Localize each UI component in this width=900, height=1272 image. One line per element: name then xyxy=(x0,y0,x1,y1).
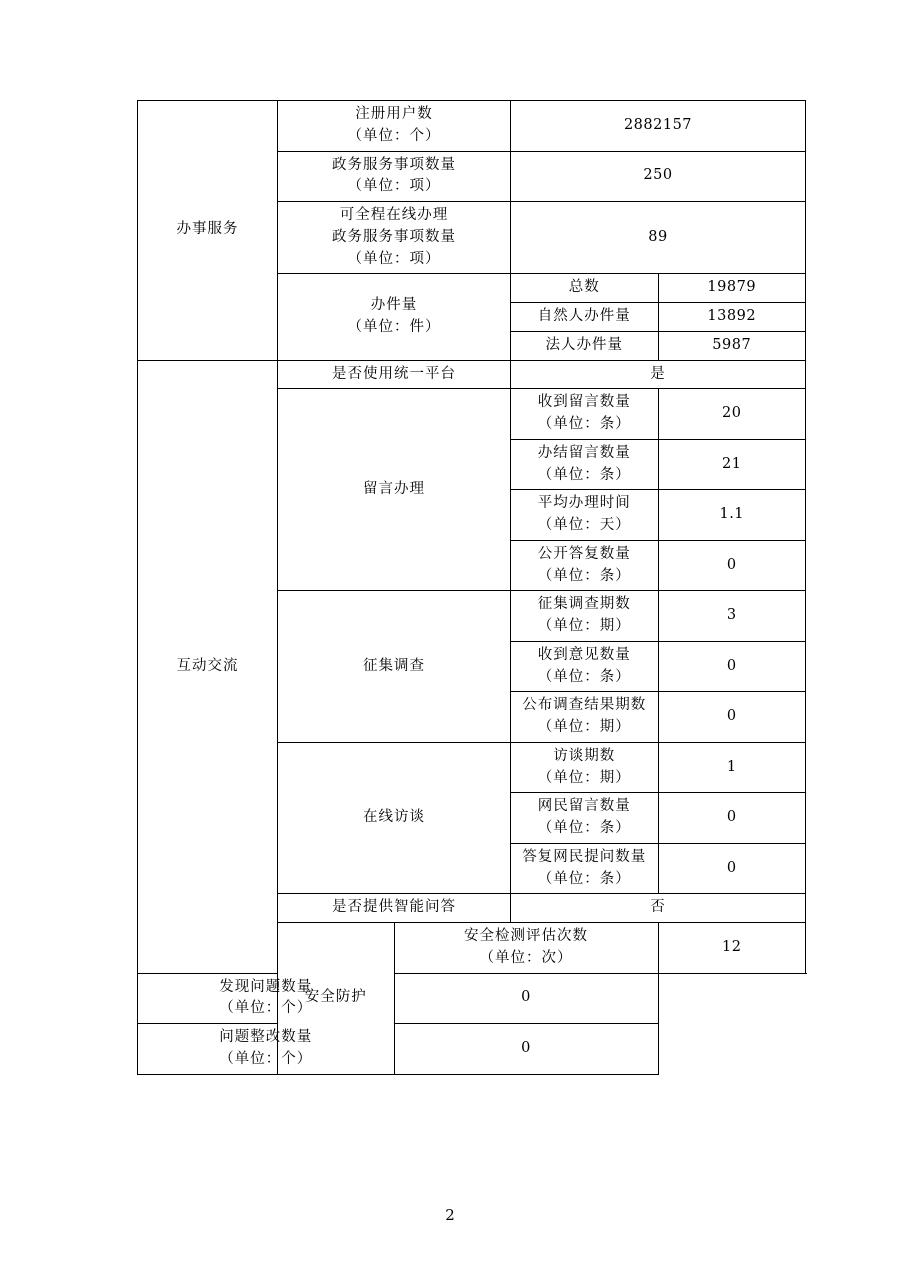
item-label-line2: （单位：个） xyxy=(219,1050,313,1067)
item-label-line1: 政务服务事项数量 xyxy=(332,156,456,173)
table-row xyxy=(138,101,806,152)
value-cell-issues-found: 0 xyxy=(394,973,658,1024)
subitem-label-line2: （单位：条） xyxy=(537,466,631,483)
item-label-line1: 可全程在线办理 xyxy=(339,207,449,223)
subitem-cell-netizen-replies xyxy=(511,843,659,894)
item-cell-handled-volume xyxy=(278,274,511,360)
value-cell-survey-results-published: 0 xyxy=(658,692,806,743)
subitem-label-line1: 公开答复数量 xyxy=(537,545,631,562)
item-cell-smart-qa: 是否提供智能问答 xyxy=(278,894,511,923)
item-cell-unified-platform: 是否使用统一平台 xyxy=(278,360,511,389)
item-cell-issues-fixed xyxy=(138,1024,395,1075)
subitem-cell-natural-person: 自然人办件量 xyxy=(511,303,659,332)
value-cell-opinions-received: 0 xyxy=(658,641,806,692)
subitem-label-line2: （单位：条） xyxy=(537,567,631,584)
subitem-cell-messages-received xyxy=(511,389,659,440)
item-label-line2: （单位：个） xyxy=(347,127,441,144)
subitem-cell-total: 总数 xyxy=(511,274,659,303)
subitem-label-line2: （单位：期） xyxy=(537,618,631,634)
subitem-label-line2: （单位：天） xyxy=(537,517,631,533)
category-cell-service: 办事服务 xyxy=(138,101,278,361)
item-label-line1: 注册用户数 xyxy=(355,106,433,122)
item-label-line1: 问题整改数量 xyxy=(219,1029,313,1045)
value-cell-service-items-count: 250 xyxy=(511,151,806,202)
category-cell-security: 安全防护 xyxy=(278,923,395,1075)
value-cell-survey-count: 3 xyxy=(658,591,806,642)
subitem-cell-average-time xyxy=(511,490,659,541)
table-row xyxy=(138,973,806,1024)
subitem-label-line1: 访谈期数 xyxy=(553,747,616,764)
item-label-line2: （单位：次） xyxy=(479,949,573,966)
item-cell-online-service-items xyxy=(278,202,511,274)
subitem-label-line1: 平均办理时间 xyxy=(537,495,631,512)
category-cell-interaction: 互动交流 xyxy=(138,360,278,973)
value-cell-netizen-replies: 0 xyxy=(658,843,806,894)
subitem-label-line1: 征集调查期数 xyxy=(537,596,631,613)
subitem-cell-interview-count xyxy=(511,742,659,793)
subitem-cell-messages-completed xyxy=(511,439,659,490)
value-cell-messages-received: 20 xyxy=(658,389,806,440)
item-cell-online-interview: 在线访谈 xyxy=(278,742,511,894)
table-row xyxy=(138,360,806,389)
item-label-line2: （单位：个） xyxy=(219,1000,313,1017)
value-cell-total: 19879 xyxy=(658,274,806,303)
item-cell-message-handling: 留言办理 xyxy=(278,389,511,591)
item-cell-security-assessments xyxy=(394,923,658,974)
value-cell-average-time: 1.1 xyxy=(658,490,806,541)
table-row xyxy=(138,1024,806,1075)
value-cell-legal-person: 5987 xyxy=(658,331,806,360)
item-label-line2: （单位：项） xyxy=(347,178,441,195)
subitem-label-line1: 答复网民提问数量 xyxy=(522,848,647,865)
subitem-label-line2: （单位：条） xyxy=(537,668,631,685)
subitem-label-line1: 收到留言数量 xyxy=(537,394,631,411)
value-cell-netizen-messages: 0 xyxy=(658,793,806,844)
subitem-cell-legal-person: 法人办件量 xyxy=(511,331,659,360)
value-cell-natural-person: 13892 xyxy=(658,303,806,332)
subitem-label-line1: 办结留言数量 xyxy=(537,444,631,461)
subitem-label-line2: （单位：条） xyxy=(537,416,631,432)
item-label-line1: 安全检测评估次数 xyxy=(464,928,588,944)
subitem-cell-opinions-received xyxy=(511,641,659,692)
item-cell-survey: 征集调查 xyxy=(278,591,511,743)
subitem-label-line2: （单位：条） xyxy=(537,820,631,836)
item-label-line2: （单位：件） xyxy=(347,318,441,335)
value-cell-online-service-items: 89 xyxy=(511,202,806,274)
value-cell-unified-platform: 是 xyxy=(511,360,806,389)
value-cell-registered-users: 2882157 xyxy=(511,101,806,152)
subitem-label-line2: （单位：期） xyxy=(537,769,631,786)
value-cell-public-replies: 0 xyxy=(658,540,806,591)
subitem-cell-public-replies xyxy=(511,540,659,591)
item-label-line1: 办件量 xyxy=(370,297,418,314)
item-cell-registered-users xyxy=(278,101,511,152)
subitem-label-line1: 公布调查结果期数 xyxy=(522,697,647,714)
value-cell-issues-fixed: 0 xyxy=(394,1024,658,1075)
value-cell-security-assessments: 12 xyxy=(658,923,806,974)
subitem-label-line1: 收到意见数量 xyxy=(537,646,631,663)
subitem-label-line2: （单位：期） xyxy=(537,719,631,735)
subitem-cell-survey-count xyxy=(511,591,659,642)
item-label-line2: （单位：项） xyxy=(347,250,441,267)
page-number: 2 xyxy=(445,1206,455,1224)
subitem-cell-netizen-messages xyxy=(511,793,659,844)
item-label-line1: 发现问题数量 xyxy=(219,978,313,995)
item-cell-service-items-count xyxy=(278,151,511,202)
subitem-label-line2: （单位：条） xyxy=(537,870,631,887)
subitem-label-line1: 网民留言数量 xyxy=(537,798,631,815)
value-cell-messages-completed: 21 xyxy=(658,439,806,490)
government-website-report-table xyxy=(137,100,806,1075)
item-label-line1b: 政务服务事项数量 xyxy=(332,228,456,245)
value-cell-interview-count: 1 xyxy=(658,742,806,793)
value-cell-smart-qa: 否 xyxy=(511,894,806,923)
subitem-cell-survey-results-published xyxy=(511,692,659,743)
